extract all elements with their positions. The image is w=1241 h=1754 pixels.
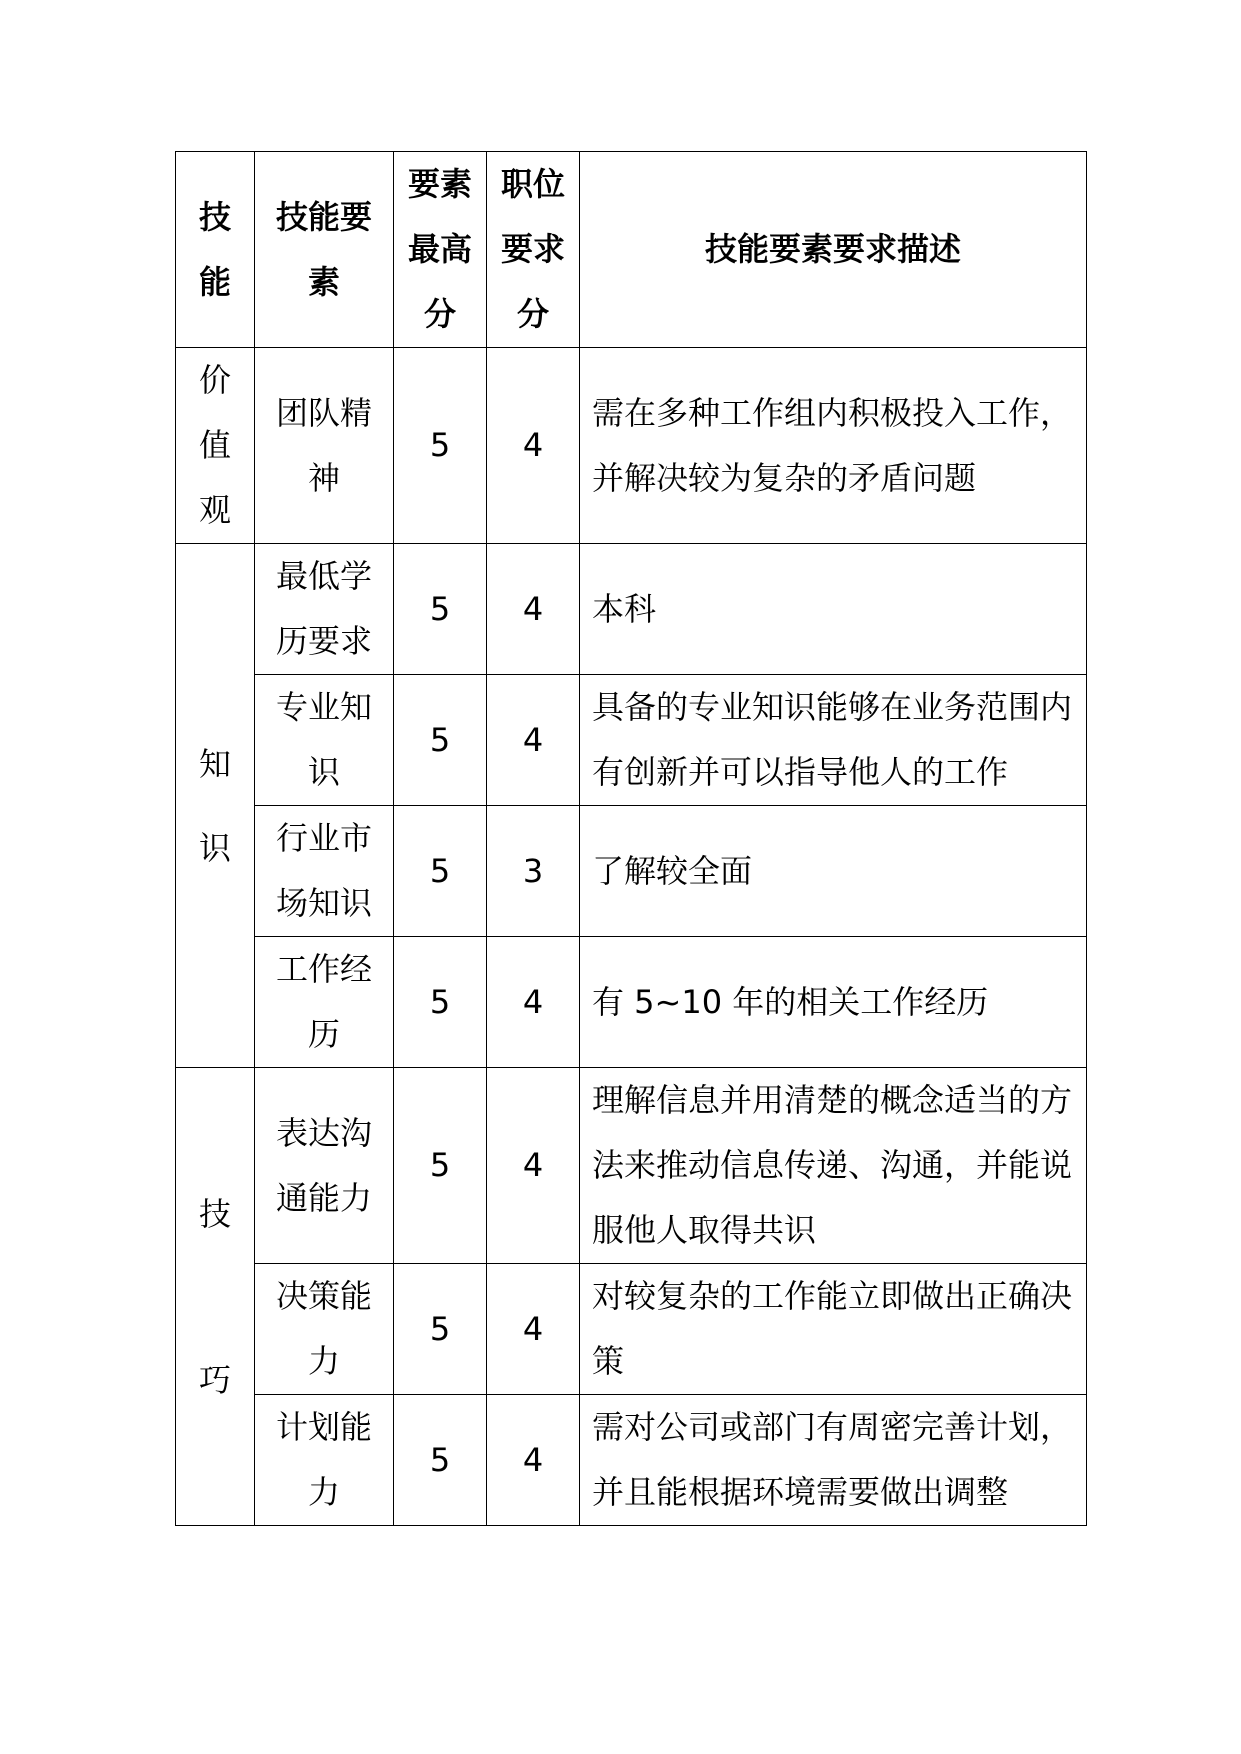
description-cell: 了解较全面 [580,806,1087,937]
table-row [176,1068,1087,1264]
table-row [176,675,1087,806]
max-score-cell: 5 [394,1264,487,1395]
max-score-cell: 5 [394,1068,487,1264]
description-cell: 理解信息并用清楚的概念适当的方法来推动信息传递、沟通，并能说服他人取得共识 [580,1068,1087,1264]
required-score-cell: 4 [487,1068,580,1264]
element-cell: 专业知识 [255,675,394,806]
table-row [176,348,1087,544]
table-header-row [176,152,1087,348]
element-cell: 工作经历 [255,937,394,1068]
element-cell: 计划能力 [255,1395,394,1526]
required-score-cell: 4 [487,348,580,544]
category-cell: 价值观 [176,348,255,544]
table-row [176,1264,1087,1395]
header-max-score: 要素最高分 [394,152,487,348]
table-row [176,544,1087,675]
table-row [176,1395,1087,1526]
required-score-cell: 4 [487,544,580,675]
category-cell: 技巧 [176,1068,255,1526]
skill-requirements-table [175,151,1087,1526]
category-cell: 知识 [176,544,255,1068]
required-score-cell: 4 [487,1264,580,1395]
max-score-cell: 5 [394,675,487,806]
element-cell: 团队精神 [255,348,394,544]
description-cell: 本科 [580,544,1087,675]
max-score-cell: 5 [394,544,487,675]
description-cell: 需在多种工作组内积极投入工作，并解决较为复杂的矛盾问题 [580,348,1087,544]
table-row [176,806,1087,937]
description-cell: 有 5~10 年的相关工作经历 [580,937,1087,1068]
element-cell: 最低学历要求 [255,544,394,675]
header-job-score: 职位要求分 [487,152,580,348]
required-score-cell: 3 [487,806,580,937]
max-score-cell: 5 [394,937,487,1068]
description-cell: 对较复杂的工作能立即做出正确决策 [580,1264,1087,1395]
table-row [176,937,1087,1068]
max-score-cell: 5 [394,1395,487,1526]
max-score-cell: 5 [394,806,487,937]
header-description: 技能要素要求描述 [580,152,1087,348]
element-cell: 决策能力 [255,1264,394,1395]
max-score-cell: 5 [394,348,487,544]
required-score-cell: 4 [487,937,580,1068]
required-score-cell: 4 [487,1395,580,1526]
description-cell: 需对公司或部门有周密完善计划，并且能根据环境需要做出调整 [580,1395,1087,1526]
element-cell: 表达沟通能力 [255,1068,394,1264]
required-score-cell: 4 [487,675,580,806]
header-skill: 技能 [176,152,255,348]
description-cell: 具备的专业知识能够在业务范围内有创新并可以指导他人的工作 [580,675,1087,806]
element-cell: 行业市场知识 [255,806,394,937]
header-element: 技能要素 [255,152,394,348]
